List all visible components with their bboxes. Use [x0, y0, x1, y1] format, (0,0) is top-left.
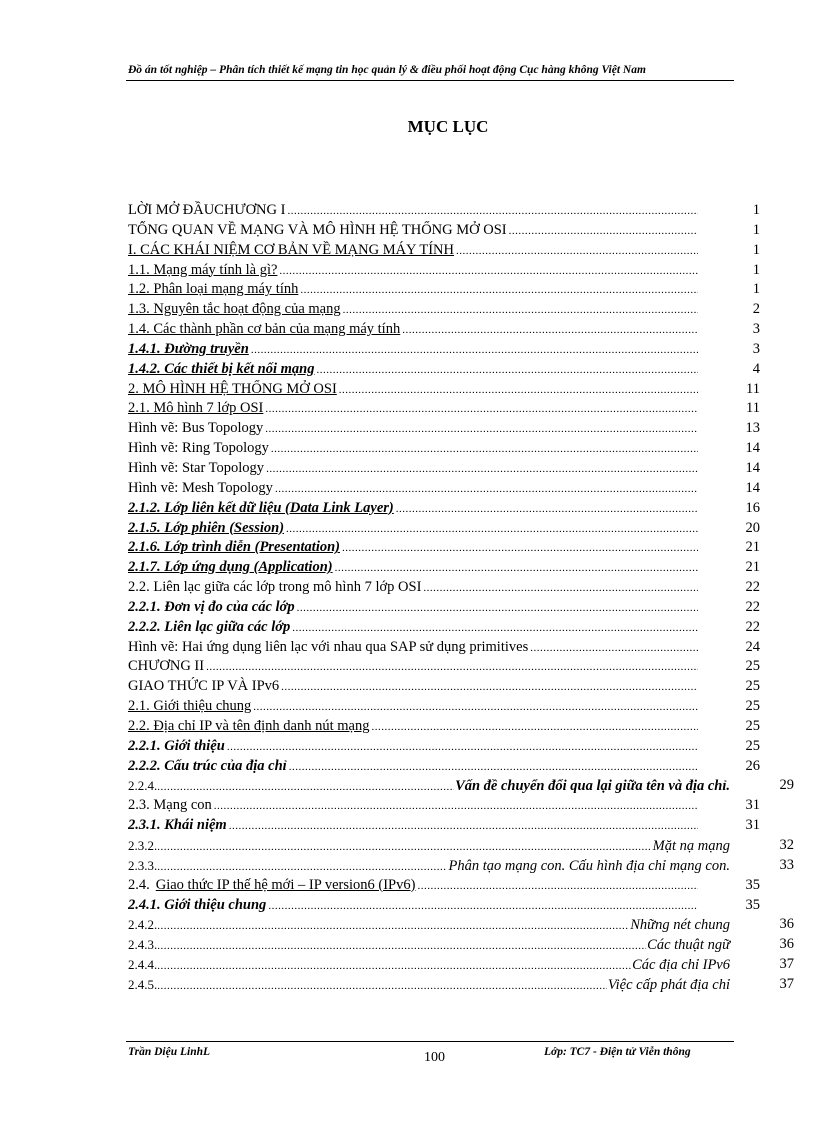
toc-entry-lead	[128, 519, 698, 540]
toc-entry-title: Vấn đề chuyển đổi qua lại giữa tên và địa chỉ.	[455, 778, 730, 795]
toc-entry-lead	[128, 261, 698, 282]
dot-leader	[214, 797, 698, 817]
toc-entry[interactable]	[128, 261, 788, 281]
dot-leader	[206, 658, 698, 678]
toc-entry[interactable]	[128, 380, 788, 400]
toc-entry-title: 2.2.2. Liên lạc giữa các lớp	[128, 618, 291, 635]
toc-entry-lead	[128, 697, 698, 718]
dot-leader	[456, 242, 698, 262]
dot-leader	[372, 718, 699, 738]
toc-entry[interactable]	[128, 499, 788, 519]
toc-entry-number: 2.3.3.	[128, 857, 158, 873]
toc-entry-title: Các địa chỉ IPv6	[632, 957, 730, 974]
toc-entry-title: 1.4. Các thành phần cơ bản của mạng máy tính	[128, 321, 401, 338]
toc-entry[interactable]	[128, 360, 788, 380]
footer-page-number: 100	[424, 1050, 445, 1065]
toc-entry-title: Mặt nạ mạng	[652, 838, 730, 854]
toc-entry-lead	[128, 836, 732, 858]
toc-entry-number: 2.4.2.	[128, 917, 158, 933]
dot-leader	[275, 480, 698, 500]
toc-entry-page: 26	[745, 757, 760, 774]
page-title: MỤC LỤC	[407, 117, 489, 136]
toc-entry-page: 22	[745, 579, 760, 596]
toc-entry-page: 3	[752, 321, 760, 338]
toc-entry[interactable]	[128, 697, 788, 717]
toc-entry-lead	[128, 717, 698, 738]
toc-entry-number: 2.4.3.	[128, 937, 158, 953]
dot-leader	[266, 460, 698, 480]
dot-leader	[286, 520, 698, 540]
toc-entry-title: 1.2. Phân loại mạng máy tính	[128, 281, 299, 298]
toc-entry-lead	[128, 538, 698, 559]
toc-entry-page: 20	[745, 519, 760, 536]
toc-entry[interactable]	[128, 320, 788, 340]
toc-entry-number: 2.4.4.	[128, 957, 158, 973]
toc-entry-page: 25	[745, 717, 760, 734]
dot-leader	[265, 400, 698, 420]
toc-entry-lead	[128, 320, 698, 341]
dot-leader	[396, 500, 698, 520]
toc-entry-lead	[128, 896, 698, 917]
toc-entry-page: 3	[752, 340, 760, 357]
dot-leader	[343, 301, 698, 321]
toc-entry-title: 1.4.1. Đường truyền	[128, 340, 249, 357]
toc-entry-title: 2.1. Giới thiệu chung	[128, 698, 252, 715]
toc-entry[interactable]	[128, 519, 788, 539]
toc-entry-page: 21	[745, 539, 760, 556]
toc-entry-page: 35	[745, 876, 760, 893]
toc-entry[interactable]	[128, 479, 788, 499]
toc-entry-title: Giao thức IP thế hệ mới – IP version6 (IPv6)	[155, 876, 416, 893]
toc-entry-lead	[128, 419, 698, 440]
toc-entry-title: 2.1. Mô hình 7 lớp OSI	[128, 400, 264, 417]
toc-entry-title: CHƯƠNG II	[128, 658, 205, 675]
page-header: Đồ án tốt nghiệp – Phân tích thiết kế mạng tin học quản lý & điều phối hoạt động Cục hàng không Việt Nam	[128, 64, 646, 76]
toc-entry[interactable]	[128, 399, 788, 419]
toc-entry-title: Hình vẽ: Hai ứng dụng liên lạc với nhau qua SAP sử dụng primitives	[128, 638, 529, 655]
toc-entry-title: 2.4.1. Giới thiệu chung	[128, 896, 267, 913]
toc-entry-page: 2	[752, 301, 760, 318]
toc-entry-lead	[128, 638, 698, 659]
toc-entry-page: 13	[745, 420, 760, 437]
toc-entry-lead	[128, 975, 732, 997]
toc-entry-title: Các thuật ngữ	[647, 937, 730, 954]
toc-entry-lead	[128, 479, 698, 500]
toc-entry-page: 14	[745, 459, 760, 476]
toc-entry-lead	[128, 360, 698, 381]
toc-entry-page: 29	[779, 777, 794, 794]
toc-entry-title: LỜI MỞ ĐẦUCHƯƠNG I	[128, 202, 286, 218]
toc-entry-lead	[128, 340, 698, 361]
toc-entry-title: 2.2.2. Cấu trúc của địa chỉ	[128, 757, 287, 774]
toc-entry-lead	[128, 201, 698, 222]
dot-leader	[509, 222, 698, 242]
toc-entry[interactable]	[128, 241, 788, 261]
toc-entry-page: 36	[779, 936, 794, 953]
dot-leader	[342, 539, 698, 559]
toc-entry-lead	[128, 300, 698, 321]
toc-entry-lead	[128, 598, 698, 619]
toc-entry-title: Việc cấp phát địa chỉ	[607, 976, 730, 993]
dot-leader	[281, 678, 698, 698]
footer-divider	[126, 1041, 734, 1042]
toc-entry-lead	[128, 915, 732, 937]
toc-entry-title: 1.3. Nguyên tắc hoạt động của mạng	[128, 301, 341, 318]
toc-entry-page: 11	[746, 380, 760, 397]
toc-entry[interactable]	[128, 856, 794, 876]
toc-entry-lead	[128, 618, 698, 639]
toc-entry-title: Hình vẽ: Mesh Topology	[128, 479, 273, 496]
header-divider	[126, 80, 734, 81]
toc-entry-lead	[128, 737, 698, 758]
toc-entry-number: 2.4.	[128, 876, 150, 893]
dot-leader	[300, 281, 698, 301]
toc-entry[interactable]	[128, 717, 788, 737]
toc-entry-page: 14	[745, 479, 760, 496]
toc-entry-title: 2.2. Liên lạc giữa các lớp trong mô hình 7 lớp OSI	[128, 579, 422, 596]
toc-entry-page: 1	[752, 202, 760, 218]
toc-entry[interactable]	[128, 340, 788, 360]
toc-entry[interactable]	[128, 975, 794, 995]
toc-entry-page: 1	[752, 241, 760, 258]
toc-entry-title: 2.1.2. Lớp liên kết dữ liệu (Data Link Layer)	[128, 499, 394, 516]
toc-entry-page: 22	[745, 598, 760, 615]
toc-entry-page: 37	[779, 975, 794, 992]
dot-leader	[227, 738, 698, 758]
toc-entry[interactable]	[128, 816, 788, 836]
toc-entry-page: 22	[745, 618, 760, 635]
toc-entry-page: 1	[752, 261, 760, 278]
dot-leader	[530, 639, 698, 659]
dot-leader	[289, 758, 698, 778]
dot-leader	[279, 262, 698, 282]
toc-entry-title: 1.1. Mạng máy tính là gì?	[128, 261, 278, 278]
toc-entry[interactable]	[128, 221, 788, 241]
dot-leader	[287, 202, 698, 222]
toc-entry-page: 25	[745, 737, 760, 754]
footer-class: Lớp: TC7 - Điện tử Viễn thông	[544, 1046, 691, 1058]
toc-entry-lead	[128, 935, 732, 957]
toc-entry[interactable]	[128, 201, 788, 221]
toc-entry-page: 11	[746, 400, 760, 417]
dot-leader	[339, 381, 698, 401]
toc-entry[interactable]	[128, 280, 788, 300]
toc-entry-lead	[128, 677, 698, 698]
toc-entry-lead	[128, 757, 698, 778]
dot-leader	[253, 698, 698, 718]
toc-entry-page: 1	[752, 281, 760, 298]
dot-leader	[402, 321, 698, 341]
toc-entry-page: 24	[745, 638, 760, 655]
toc-entry[interactable]	[128, 598, 788, 618]
dot-leader	[265, 420, 698, 440]
toc-entry-title: I. CÁC KHÁI NIỆM CƠ BẢN VỀ MẠNG MÁY TÍNH	[128, 241, 454, 258]
toc-entry-lead	[128, 380, 698, 401]
toc-entry[interactable]	[128, 896, 788, 916]
toc-entry-lead	[128, 558, 698, 579]
toc-entry-number: 2.2.4.	[128, 778, 158, 794]
toc-entry-lead	[128, 241, 698, 262]
toc-entry-page: 37	[779, 956, 794, 973]
toc-entry[interactable]	[128, 558, 788, 578]
toc-entry[interactable]	[128, 836, 794, 856]
toc-entry-title: Hình vẽ: Star Topology	[128, 459, 265, 476]
toc-entry-lead	[128, 399, 698, 420]
dot-leader	[297, 599, 698, 619]
toc-entry-lead	[128, 499, 698, 520]
dot-leader	[292, 619, 698, 639]
toc-entry-title: Hình vẽ: Ring Topology	[128, 440, 269, 457]
toc-entry-page: 1	[752, 221, 760, 238]
toc-entry[interactable]	[128, 955, 794, 975]
toc-entry-lead	[128, 876, 698, 897]
table-of-contents	[128, 201, 794, 995]
toc-entry[interactable]	[128, 677, 788, 697]
dot-leader	[317, 361, 699, 381]
toc-entry-title: 2.3. Mạng con	[128, 797, 212, 814]
toc-entry-lead	[128, 796, 698, 817]
toc-entry[interactable]	[128, 657, 788, 677]
dot-leader	[271, 440, 698, 460]
toc-entry-lead	[128, 280, 698, 301]
toc-entry-lead	[128, 856, 732, 878]
toc-entry-lead	[128, 955, 732, 977]
toc-entry[interactable]	[128, 876, 788, 896]
dot-leader	[229, 817, 698, 837]
toc-entry-title: 2.3.1. Khái niệm	[128, 817, 227, 834]
toc-entry-page: 14	[745, 440, 760, 457]
toc-entry-title: 2.2.1. Đơn vị đo của các lớp	[128, 598, 295, 615]
toc-entry-lead	[128, 657, 698, 678]
dot-leader	[335, 559, 698, 579]
toc-entry-title: GIAO THỨC IP VÀ IPv6	[128, 678, 280, 695]
toc-entry-number: 2.4.5.	[128, 976, 158, 992]
toc-entry-page: 21	[745, 559, 760, 576]
toc-entry-page: 25	[745, 678, 760, 695]
toc-entry-page: 31	[745, 797, 760, 814]
toc-entry-page: 16	[745, 499, 760, 516]
toc-entry[interactable]	[128, 419, 788, 439]
toc-entry[interactable]	[128, 638, 788, 658]
footer-author: Trần Diệu LinhL	[128, 1046, 211, 1058]
toc-entry-lead	[128, 776, 732, 798]
toc-entry-title: Phân tạo mạng con. Cấu hình địa chỉ mạng con.	[448, 857, 730, 874]
dot-leader	[157, 977, 607, 997]
toc-entry[interactable]	[128, 618, 788, 638]
toc-entry-title: 1.4.2. Các thiết bị kết nối mạng	[128, 360, 315, 377]
toc-entry-lead	[128, 578, 698, 599]
toc-entry-page: 4	[752, 360, 760, 377]
toc-entry[interactable]	[128, 935, 794, 955]
toc-entry-title: 2. MÔ HÌNH HỆ THỐNG MỞ OSI	[128, 380, 337, 397]
toc-entry-title: 2.1.7. Lớp ứng dụng (Application)	[128, 559, 333, 576]
toc-entry-page: 36	[779, 916, 794, 933]
toc-entry-page: 25	[745, 698, 760, 715]
dot-leader	[423, 579, 698, 599]
dot-leader	[251, 341, 698, 361]
dot-leader	[268, 897, 698, 917]
toc-entry-lead	[128, 459, 698, 480]
toc-entry[interactable]	[128, 459, 788, 479]
toc-entry-page: 35	[745, 896, 760, 913]
toc-entry[interactable]	[128, 915, 794, 935]
toc-entry[interactable]	[128, 757, 788, 777]
toc-entry-page: 33	[779, 856, 794, 873]
toc-entry[interactable]	[128, 439, 788, 459]
toc-entry-lead	[128, 439, 698, 460]
toc-entry-number: 2.3.2.	[128, 838, 158, 853]
toc-entry[interactable]	[128, 796, 788, 816]
toc-entry-title: 2.2.1. Giới thiệu	[128, 737, 225, 754]
toc-entry-title: 2.1.6. Lớp trình diễn (Presentation)	[128, 539, 341, 556]
toc-entry[interactable]	[128, 737, 788, 757]
toc-entry[interactable]	[128, 776, 794, 796]
toc-entry-title: Hình vẽ: Bus Topology	[128, 420, 264, 437]
toc-entry-lead	[128, 816, 698, 837]
toc-entry-title: TỔNG QUAN VỀ MẠNG VÀ MÔ HÌNH HỆ THỐNG MỞ OSI	[128, 221, 507, 238]
toc-entry-lead	[128, 221, 698, 242]
toc-entry-title: 2.2. Địa chỉ IP và tên định danh nút mạng	[128, 717, 370, 734]
toc-entry[interactable]	[128, 578, 788, 598]
toc-entry[interactable]	[128, 538, 788, 558]
toc-entry-title: 2.1.5. Lớp phiên (Session)	[128, 519, 285, 536]
toc-entry-page: 32	[779, 837, 794, 853]
toc-entry-page: 25	[745, 658, 760, 675]
toc-entry-title: Những nét chung	[630, 917, 730, 934]
toc-entry-page: 31	[745, 817, 760, 834]
dot-leader	[417, 877, 698, 897]
toc-entry[interactable]	[128, 300, 788, 320]
